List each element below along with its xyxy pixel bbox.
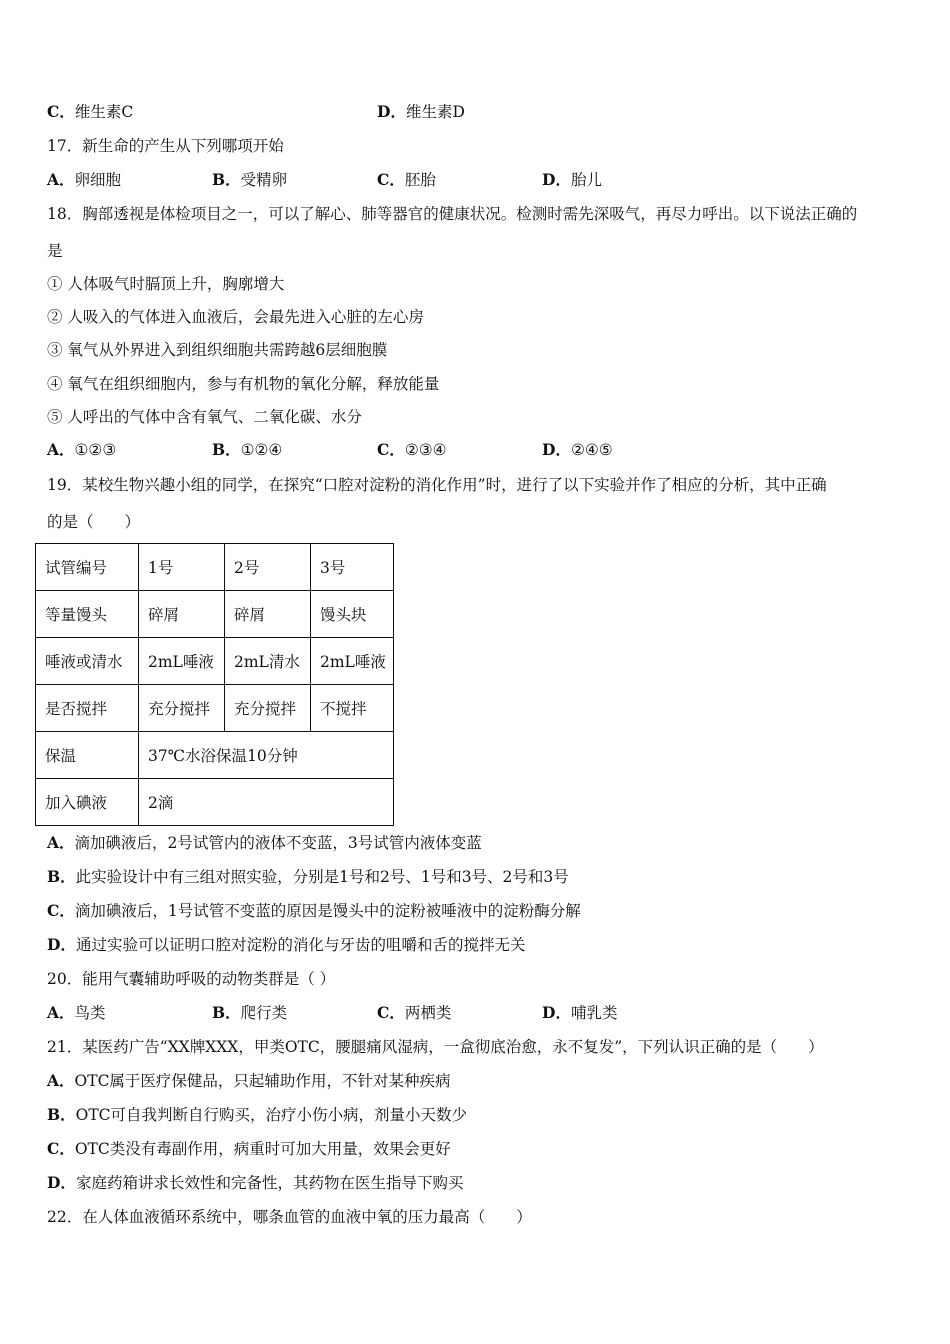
q20-stem: 20．能用气囊辅助呼吸的动物类群是（ ） xyxy=(47,970,336,988)
table-row xyxy=(36,638,394,685)
q18-statement-3: ③ 氧气从外界进入到组织细胞共需跨越6层细胞膜 xyxy=(47,341,388,359)
table-cell: 试管编号 xyxy=(36,544,139,591)
q18-option-c: C．②③④ xyxy=(377,440,447,459)
q19-option-c: C．滴加碘液后，1号试管不变蓝的原因是馒头中的淀粉被唾液中的淀粉酶分解 xyxy=(47,901,581,920)
q20-option-b: B．爬行类 xyxy=(212,1003,288,1022)
q20-option-c: C．两栖类 xyxy=(377,1003,452,1022)
q22-stem: 22．在人体血液循环系统中，哪条血管的血液中氧的压力最高（ ） xyxy=(47,1208,532,1226)
q16-option-d: D．维生素D xyxy=(377,102,465,121)
table-row xyxy=(36,591,394,638)
q21-option-c: C．OTC类没有毒副作用，病重时可加大用量，效果会更好 xyxy=(47,1139,451,1158)
table-row xyxy=(36,685,394,732)
table-row xyxy=(36,732,394,779)
table-row xyxy=(36,779,394,826)
q18-statement-1: ① 人体吸气时膈顶上升，胸廓增大 xyxy=(47,275,285,293)
table-cell: 2滴 xyxy=(139,779,394,826)
q18-option-a: A．①②③ xyxy=(47,440,117,459)
q21-stem: 21．某医药广告“XX牌XXX，甲类OTC，腰腿痛风湿病，一盒彻底治愈，永不复发”，下列认识正确的是（ ） xyxy=(47,1038,824,1056)
experiment-table xyxy=(35,543,394,826)
table-cell: 馒头块 xyxy=(311,591,394,638)
table-cell: 碎屑 xyxy=(225,591,311,638)
table-cell: 等量馒头 xyxy=(36,591,139,638)
table-cell: 碎屑 xyxy=(139,591,225,638)
q20-option-d: D．哺乳类 xyxy=(542,1003,618,1022)
q20-option-a: A．鸟类 xyxy=(47,1003,106,1022)
q18-statement-2: ② 人吸入的气体进入血液后，会最先进入心脏的左心房 xyxy=(47,308,424,326)
table-cell: 充分搅拌 xyxy=(139,685,225,732)
table-cell: 2mL唾液 xyxy=(311,638,394,685)
table-cell: 不搅拌 xyxy=(311,685,394,732)
q19-option-b: B．此实验设计中有三组对照实验，分别是1号和2号、1号和3号、2号和3号 xyxy=(47,867,569,886)
table-cell: 3号 xyxy=(311,544,394,591)
q17-stem: 17．新生命的产生从下列哪项开始 xyxy=(47,137,284,155)
q17-option-d: D．胎儿 xyxy=(542,170,602,189)
q19-option-a: A．滴加碘液后，2号试管内的液体不变蓝，3号试管内液体变蓝 xyxy=(47,833,482,852)
q18-option-b: B．①②④ xyxy=(212,440,283,459)
q21-option-b: B．OTC可自我判断自行购买，治疗小伤小病，剂量小天数少 xyxy=(47,1105,468,1124)
table-cell: 1号 xyxy=(139,544,225,591)
q18-option-d: D．②④⑤ xyxy=(542,440,613,459)
q19-option-d: D．通过实验可以证明口腔对淀粉的消化与牙齿的咀嚼和舌的搅拌无关 xyxy=(47,935,526,954)
q18-statement-4: ④ 氧气在组织细胞内，参与有机物的氧化分解，释放能量 xyxy=(47,375,440,393)
q18-statement-5: ⑤ 人呼出的气体中含有氧气、二氧化碳、水分 xyxy=(47,408,362,426)
q21-option-d: D．家庭药箱讲求长效性和完备性，其药物在医生指导下购买 xyxy=(47,1173,464,1192)
table-row xyxy=(36,544,394,591)
q16-option-c: C．维生素C xyxy=(47,102,134,121)
q17-option-c: C．胚胎 xyxy=(377,170,436,189)
table-cell: 2号 xyxy=(225,544,311,591)
table-cell: 加入碘液 xyxy=(36,779,139,826)
table-cell: 充分搅拌 xyxy=(225,685,311,732)
q19-stem-line-1: 19．某校生物兴趣小组的同学，在探究“口腔对淀粉的消化作用”时，进行了以下实验并作了相应的分析，其中正确 xyxy=(47,476,827,494)
q21-option-a: A．OTC属于医疗保健品，只起辅助作用，不针对某种疾病 xyxy=(47,1071,451,1090)
q18-stem-line-2: 是 xyxy=(47,242,63,260)
table-cell: 37℃水浴保温10分钟 xyxy=(139,732,394,779)
table-cell: 2mL唾液 xyxy=(139,638,225,685)
q17-option-b: B．受精卵 xyxy=(212,170,288,189)
table-cell: 保温 xyxy=(36,732,139,779)
q17-option-a: A．卵细胞 xyxy=(47,170,122,189)
q19-stem-line-2: 的是（ ） xyxy=(47,513,141,531)
table-cell: 唾液或清水 xyxy=(36,638,139,685)
q18-stem-line-1: 18．胸部透视是体检项目之一，可以了解心、肺等器官的健康状况。检测时需先深吸气，再尽力呼出。以下说法正确的 xyxy=(47,205,858,223)
table-cell: 2mL清水 xyxy=(225,638,311,685)
table-cell: 是否搅拌 xyxy=(36,685,139,732)
